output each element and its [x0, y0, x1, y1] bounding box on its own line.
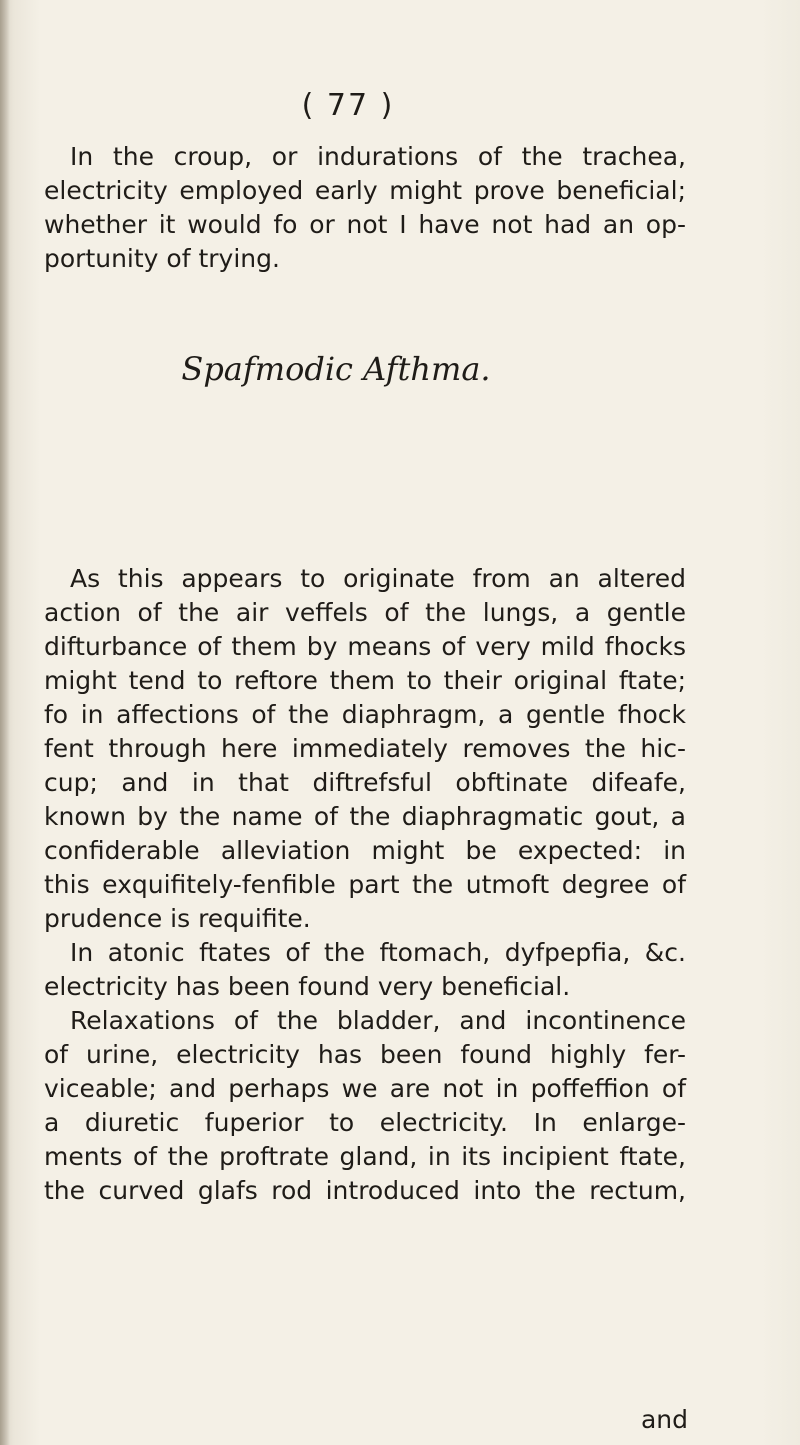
text-line: In the croup, or indurations of the trachea,: [70, 142, 686, 171]
text-line: In atonic ftates of the ftomach, dyfpepfia, &c.: [70, 938, 686, 967]
text-line: fent through here immediately removes the hic-: [44, 734, 686, 763]
paragraph-croup: [44, 140, 686, 276]
text-line: ments of the proftrate gland, in its incipient ftate,: [44, 1142, 686, 1171]
text-line: action of the air veffels of the lungs, a gentle: [44, 598, 686, 627]
text-line: the curved glafs rod introduced into the rectum,: [44, 1176, 686, 1205]
spine-shadow: [0, 0, 10, 1445]
text-line: confiderable alleviation might be expected: in: [44, 836, 686, 865]
text-line: a diuretic fuperior to electricity. In enlarge-: [44, 1108, 686, 1137]
text-line: electricity has been found very beneficial.: [44, 972, 571, 1001]
page-number: ( 77 ): [301, 88, 395, 123]
text-line: this exquifitely-fenfible part the utmoft degree of: [44, 870, 686, 899]
text-line: might tend to reftore them to their original ftate;: [44, 666, 686, 695]
text-line: portunity of trying.: [44, 244, 280, 273]
paragraph-bladder: [44, 1004, 686, 1208]
text-line: electricity employed early might prove beneficial;: [44, 176, 686, 205]
text-line: known by the name of the diaphragmatic gout, a: [44, 802, 686, 831]
section-heading: Spafmodic Afthma.: [181, 350, 491, 388]
text-line: cup; and in that diftrefsful obftinate difeafe,: [44, 768, 686, 797]
catchword: and: [640, 1405, 688, 1434]
text-line: fo in affections of the diaphragm, a gentle fhock: [44, 700, 686, 729]
paragraph-stomach: [44, 936, 686, 1004]
text-line: As this appears to originate from an altered: [70, 564, 686, 593]
text-line: viceable; and perhaps we are not in poffeffion of: [44, 1074, 686, 1103]
paragraph-asthma: [44, 562, 686, 936]
text-line: prudence is requifite.: [44, 904, 311, 933]
text-line: of urine, electricity has been found highly fer-: [44, 1040, 686, 1069]
text-line: whether it would fo or not I have not had an op-: [44, 210, 686, 239]
text-line: Relaxations of the bladder, and incontinence: [70, 1006, 686, 1035]
text-line: difturbance of them by means of very mild fhocks: [44, 632, 686, 661]
